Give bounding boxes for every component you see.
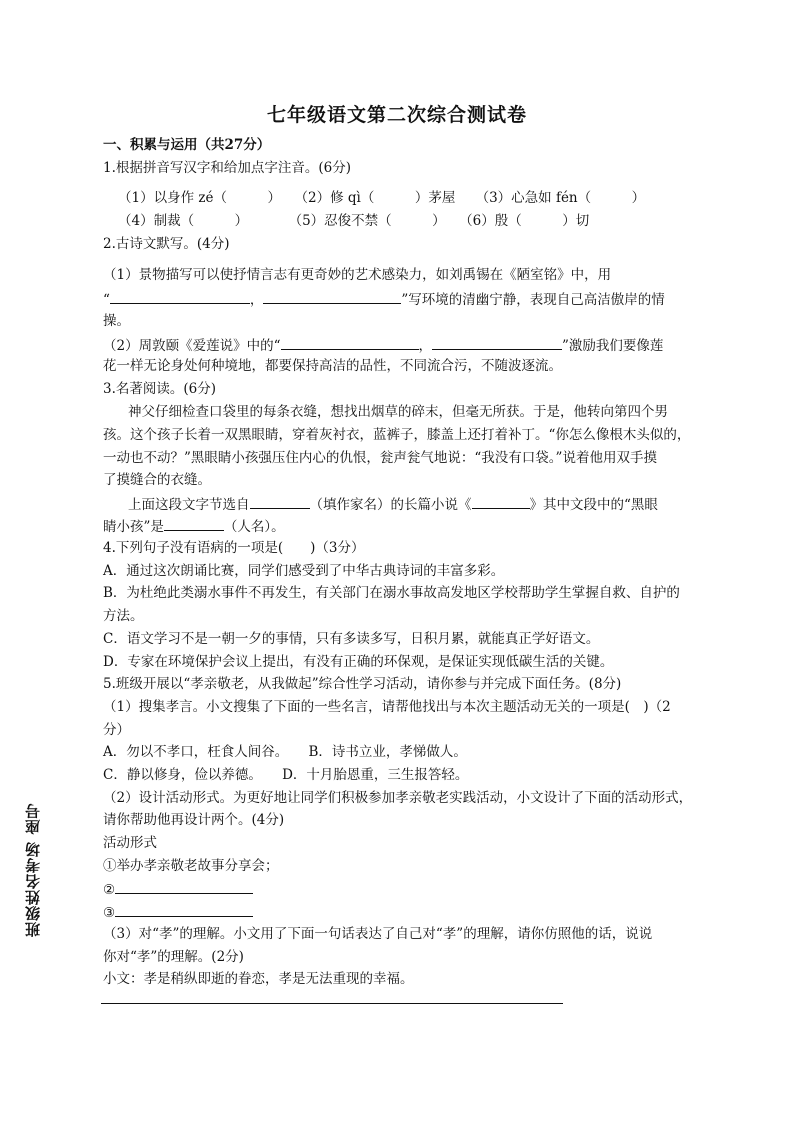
activity-item-3 — [103, 902, 253, 922]
activity-item-1: ①举办孝亲敬老故事分享会； — [103, 858, 279, 874]
option-b-line-1: B．为杜绝此类溺水事件不再发生，有关部门在溺水事故高发地区学校帮助学生掌握自救、自护的 — [103, 585, 680, 601]
line-tail: ”写环境的清幽宁静，表现自己高洁傲岸的情 — [401, 292, 665, 308]
answer-blank[interactable] — [432, 335, 562, 350]
quote-options-1: A．勿以不孝口，枉食人间谷。 B．诗书立业，孝悌做人。 — [103, 744, 467, 760]
question-2-part-2-line-1 — [103, 335, 663, 355]
answer-blank[interactable] — [263, 289, 401, 304]
question-2-stem: 2.古诗文默写。(4分) — [103, 236, 230, 252]
activity-form-label: 活动形式 — [103, 835, 157, 851]
question-2-part-1-line-1: （1）景物描写可以使抒情言志有更奇妙的艺术感染力，如刘禹锡在《陋室铭》中，用 — [103, 267, 612, 283]
question-5-part-3-line-2: 你对“孝”的理解。(2分) — [103, 949, 244, 965]
open-quote: “ — [103, 292, 110, 308]
question-1-row-1: （1）以身作 zé（ ） （2）修 qì（ ）茅屋 （3）心急如 fén（ ） — [118, 190, 646, 206]
question-2-part-2-line-2: 花一样无论身处何种境地，都要保持高洁的品性，不同流合污，不随波逐流。 — [103, 358, 562, 374]
question-1-stem: 1.根据拼音写汉字和给加点字注音。(6分) — [103, 160, 352, 176]
passage-line-2: 孩。这个孩子长着一双黑眼睛，穿着灰衬衣，蓝裤子，膝盖上还打着补丁。“你怎么像根木头似的， — [103, 427, 691, 443]
item-number: ② — [103, 882, 116, 898]
question-2-part-1-line-3: 操。 — [103, 313, 130, 329]
option-b-line-2: 方法。 — [103, 608, 144, 624]
question-5-part-2-line-2: 请你帮助他再设计两个。(4分) — [103, 812, 285, 828]
question-2-part-1-line-2 — [103, 289, 665, 309]
activity-blank[interactable] — [115, 902, 253, 917]
prompt-text: 》其中文段中的“黑眼 — [529, 497, 658, 513]
prompt-text: （填作家名）的长篇小说《 — [309, 497, 472, 513]
activity-item-2 — [103, 879, 253, 899]
question-5-part-1-line-1: （1）搜集孝言。小文搜集了下面的一些名言，请帮他找出与本次主题活动无关的一项是( )（2 — [103, 699, 671, 715]
exam-title: 七年级语文第二次综合测试卷 — [266, 104, 527, 126]
answer-line[interactable] — [101, 1003, 563, 1004]
question-3-stem: 3.名著阅读。(6分) — [103, 381, 217, 397]
option-d: D．专家在环境保护会议上提出，有没有正确的环保观，是保证实现低碳生活的关键。 — [103, 654, 614, 670]
activity-blank[interactable] — [115, 879, 253, 894]
prompt-text: 睛小孩”是 — [103, 519, 164, 535]
line-head: （2）周敦颐《爱莲说》中的“ — [103, 338, 281, 354]
line-tail: ”激励我们要像莲 — [562, 338, 664, 354]
comma: ， — [249, 292, 264, 308]
passage-line-4: 了摸缝合的衣缝。 — [103, 472, 211, 488]
example-sentence: 小文：孝是稍纵即逝的眷恋，孝是无法重现的幸福。 — [103, 971, 414, 987]
answer-blank[interactable] — [281, 335, 419, 350]
prompt-text: 上面这段文字节选自 — [128, 497, 250, 513]
student-info-sidebar: 班级姓名考场 座号 — [24, 802, 42, 938]
question-5-part-3-line-1: （3）对“孝”的理解。小文用了下面一句话表达了自己对“孝”的理解，请你仿照他的话，说说 — [103, 926, 653, 942]
answer-blank[interactable] — [110, 289, 250, 304]
prompt-text: （人名）。 — [223, 519, 285, 535]
question-5-stem: 5.班级开展以“孝亲敬老，从我做起”综合性学习活动，请你参与并完成下面任务。(8分) — [103, 676, 622, 692]
question-5-part-1-line-2: 分） — [103, 722, 130, 738]
question-3-prompt-line-2 — [103, 516, 285, 536]
option-c: C．语文学习不是一朝一夕的事情，只有多读多写，日积月累，就能真正学好语文。 — [103, 631, 600, 647]
character-name-blank[interactable] — [164, 516, 224, 531]
question-4-stem: 4.下列句子没有语病的一项是( )（3分） — [103, 540, 365, 556]
item-number: ③ — [103, 905, 116, 921]
comma: ， — [418, 338, 432, 354]
author-blank[interactable] — [250, 494, 310, 509]
question-1-row-2: （4）制裁（ ） （5）忍俊不禁（ ） （6）殷（ ）切 — [118, 213, 590, 229]
passage-line-1: 神父仔细检查口袋里的每条衣缝，想找出烟草的碎末，但毫无所获。于是，他转向第四个男 — [128, 404, 668, 420]
section-heading: 一、积累与运用（共27分） — [103, 137, 271, 153]
option-a: A．通过这次朗诵比赛，同学们感受到了中华古典诗词的丰富多彩。 — [103, 563, 505, 579]
quote-options-2: C．静以修身，俭以养德。 D．十月胎恩重，三生报答轻。 — [103, 767, 469, 783]
passage-line-3: 一动也不动？”黑眼睛小孩强压住内心的仇恨，瓮声瓮气地说：“我没有口袋。”说着他用双手摸 — [103, 450, 657, 466]
novel-title-blank[interactable] — [472, 494, 530, 509]
question-5-part-2-line-1: （2）设计活动形式。为更好地让同学们积极参加孝亲敬老实践活动，小文设计了下面的活动形式， — [103, 790, 693, 806]
question-3-prompt-line-1 — [128, 494, 658, 514]
